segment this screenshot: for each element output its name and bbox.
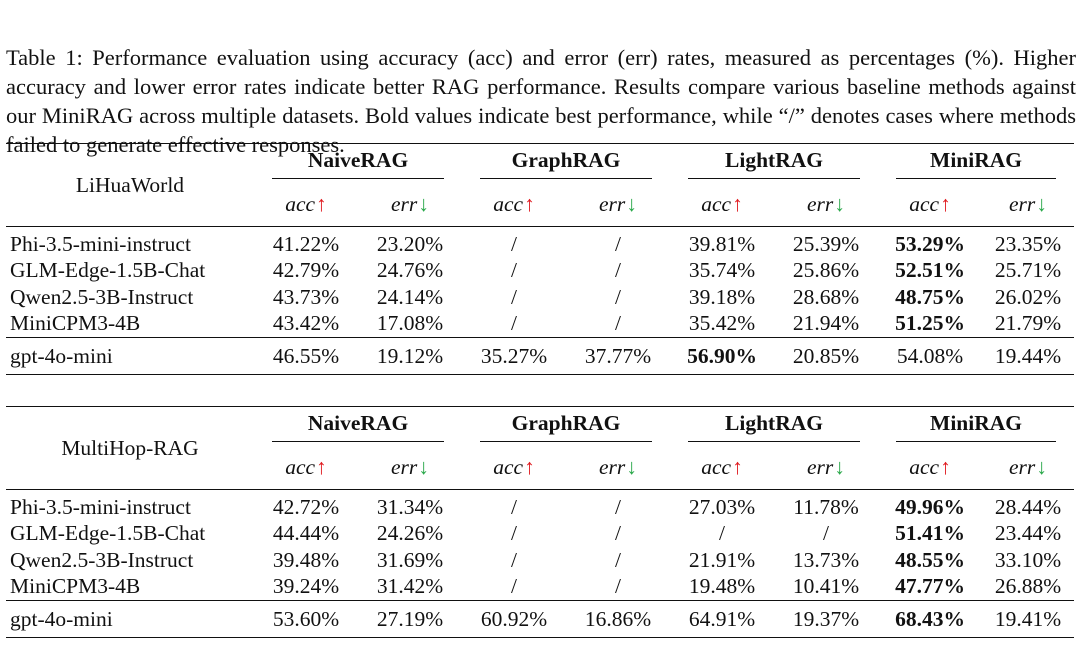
results-table-lihuaworld — [6, 143, 1074, 375]
value-cell: / — [615, 574, 621, 599]
metric-header-acc — [670, 445, 774, 490]
model-name: Qwen2.5-3B-Instruct — [10, 284, 194, 309]
value-cell: 64.91% — [670, 601, 774, 638]
down-arrow-icon: ↓ — [418, 191, 430, 216]
metric-header-acc — [254, 445, 358, 490]
up-arrow-icon: ↑ — [940, 454, 951, 479]
metric-header-acc — [878, 182, 982, 227]
value-cell: 13.73% — [792, 547, 860, 572]
value-cell: 53.60% — [254, 601, 358, 638]
table-row — [6, 338, 1074, 375]
value-cell: 35.74% — [688, 258, 756, 283]
value-cell: / — [511, 574, 517, 599]
value-cell: 23.44% — [994, 521, 1062, 546]
value-cell: 47.77% — [895, 574, 965, 599]
value-cell: 44.44% — [272, 521, 340, 546]
value-cell: 48.55% — [895, 547, 965, 572]
value-cell: 24.14% — [376, 284, 444, 309]
value-cell: 46.55% — [254, 338, 358, 375]
value-cell: / — [566, 227, 670, 258]
model-name: gpt-4o-mini — [6, 601, 254, 638]
dataset-label: MultiHop-RAG — [6, 407, 254, 490]
value-cell: 68.43% — [878, 601, 982, 638]
value-cell: 25.86% — [792, 258, 860, 283]
value-cell: 25.71% — [994, 258, 1062, 283]
value-cell: 60.92% — [462, 601, 566, 638]
header-row-methods — [6, 407, 1074, 446]
value-cell: / — [511, 547, 517, 572]
value-cell: 27.19% — [358, 601, 462, 638]
value-cell: 21.79% — [994, 311, 1062, 336]
value-cell: 31.42% — [376, 574, 444, 599]
metric-header-err — [358, 445, 462, 490]
value-cell: 56.90% — [670, 338, 774, 375]
value-cell: 54.08% — [878, 338, 982, 375]
method-header-graphrag: GraphRAG — [480, 148, 652, 179]
metric-header-acc — [462, 182, 566, 227]
value-cell: 21.91% — [688, 547, 756, 572]
value-cell: 43.73% — [272, 284, 340, 309]
value-cell: 39.18% — [688, 284, 756, 309]
value-cell: 39.81% — [670, 227, 774, 258]
metric-header-acc — [670, 182, 774, 227]
model-name: gpt-4o-mini — [6, 338, 254, 375]
metric-header-acc — [878, 445, 982, 490]
metric-header-err — [774, 445, 878, 490]
metric-label-acc: acc — [909, 454, 940, 479]
model-name: GLM-Edge-1.5B-Chat — [10, 258, 206, 283]
up-arrow-icon: ↑ — [940, 191, 951, 216]
value-cell: / — [615, 521, 621, 546]
value-cell: 39.24% — [272, 574, 340, 599]
value-cell: 23.20% — [358, 227, 462, 258]
header-row-methods — [6, 144, 1074, 183]
metric-label-acc: acc — [493, 454, 524, 479]
value-cell: 35.27% — [462, 338, 566, 375]
model-name: MiniCPM3-4B — [10, 574, 141, 599]
metric-label-acc: acc — [285, 454, 316, 479]
up-arrow-icon: ↑ — [316, 454, 327, 479]
down-arrow-icon: ↓ — [418, 454, 430, 479]
value-cell: 42.79% — [272, 258, 340, 283]
metric-label-acc: acc — [285, 191, 316, 216]
value-cell: / — [615, 547, 621, 572]
metric-label-acc: acc — [493, 191, 524, 216]
method-header-naiverag: NaiveRAG — [272, 148, 444, 179]
table-row — [6, 521, 1074, 548]
value-cell: 49.96% — [878, 490, 982, 521]
value-cell: / — [719, 521, 725, 546]
value-cell: / — [566, 490, 670, 521]
value-cell: 31.34% — [358, 490, 462, 521]
up-arrow-icon: ↑ — [732, 191, 743, 216]
metric-header-err — [982, 182, 1074, 227]
metric-header-acc — [254, 182, 358, 227]
value-cell: 42.72% — [254, 490, 358, 521]
metric-label-acc: acc — [701, 454, 732, 479]
value-cell: 27.03% — [670, 490, 774, 521]
table-row — [6, 574, 1074, 601]
value-cell: 48.75% — [895, 284, 965, 309]
method-header-naiverag: NaiveRAG — [272, 411, 444, 442]
value-cell: 28.44% — [982, 490, 1074, 521]
model-name: Qwen2.5-3B-Instruct — [10, 547, 194, 572]
value-cell: 31.69% — [376, 547, 444, 572]
up-arrow-icon: ↑ — [316, 191, 327, 216]
down-arrow-icon: ↓ — [1036, 191, 1048, 216]
value-cell: 52.51% — [895, 258, 965, 283]
method-header-graphrag: GraphRAG — [480, 411, 652, 442]
down-arrow-icon: ↓ — [626, 191, 638, 216]
metric-header-err — [358, 182, 462, 227]
method-header-lightrag: LightRAG — [688, 148, 860, 179]
model-name: MiniCPM3-4B — [10, 311, 141, 336]
up-arrow-icon: ↑ — [524, 454, 535, 479]
value-cell: / — [823, 521, 829, 546]
dataset-label: LiHuaWorld — [6, 144, 254, 227]
value-cell: / — [511, 258, 517, 283]
value-cell: 35.42% — [688, 311, 756, 336]
value-cell: 21.94% — [792, 311, 860, 336]
down-arrow-icon: ↓ — [834, 454, 846, 479]
model-name: Phi-3.5-mini-instruct — [6, 227, 254, 258]
value-cell: 19.41% — [982, 601, 1074, 638]
value-cell: / — [615, 311, 621, 336]
metric-header-acc — [462, 445, 566, 490]
value-cell: 37.77% — [566, 338, 670, 375]
value-cell: 19.37% — [774, 601, 878, 638]
up-arrow-icon: ↑ — [732, 454, 743, 479]
table-caption: Table 1: Performance evaluation using accuracy (acc) and error (err) rates, measured as percentages (%). Higher accuracy and lower error rates indicate better RAG performance. Results compare various baseline methods against our MiniRAG across multiple datasets. Bold values indicate best performance, while “/” denotes cases where methods failed to generate effective responses. — [6, 44, 1076, 157]
table-row — [6, 258, 1074, 285]
table-row — [6, 601, 1074, 638]
value-cell: 51.41% — [895, 521, 965, 546]
value-cell: 23.35% — [982, 227, 1074, 258]
value-cell: 28.68% — [792, 284, 860, 309]
model-name: Phi-3.5-mini-instruct — [6, 490, 254, 521]
value-cell: 11.78% — [774, 490, 878, 521]
down-arrow-icon: ↓ — [1036, 454, 1048, 479]
value-cell: 17.08% — [376, 311, 444, 336]
table-row — [6, 311, 1074, 338]
value-cell: 51.25% — [895, 311, 965, 336]
value-cell: 19.12% — [358, 338, 462, 375]
metric-header-err — [566, 445, 670, 490]
value-cell: 20.85% — [774, 338, 878, 375]
value-cell: 39.48% — [272, 547, 340, 572]
value-cell: 24.76% — [376, 258, 444, 283]
value-cell: 25.39% — [774, 227, 878, 258]
value-cell: 26.88% — [994, 574, 1062, 599]
down-arrow-icon: ↓ — [626, 454, 638, 479]
table-row — [6, 547, 1074, 574]
value-cell: 43.42% — [272, 311, 340, 336]
method-header-lightrag: LightRAG — [688, 411, 860, 442]
value-cell: / — [511, 311, 517, 336]
metric-label-err: err — [599, 191, 626, 216]
value-cell: 33.10% — [994, 547, 1062, 572]
method-header-minirag: MiniRAG — [896, 411, 1056, 442]
metric-label-err: err — [390, 191, 418, 216]
value-cell: 10.41% — [792, 574, 860, 599]
value-cell: / — [511, 284, 517, 309]
value-cell: 16.86% — [566, 601, 670, 638]
value-cell: 19.48% — [688, 574, 756, 599]
value-cell: 41.22% — [254, 227, 358, 258]
results-table-multihop — [6, 406, 1074, 638]
metric-label-err: err — [1009, 191, 1036, 216]
metric-label-acc: acc — [909, 191, 940, 216]
value-cell: / — [615, 284, 621, 309]
value-cell: 19.44% — [982, 338, 1074, 375]
metric-header-err — [566, 182, 670, 227]
up-arrow-icon: ↑ — [524, 191, 535, 216]
down-arrow-icon: ↓ — [834, 191, 846, 216]
value-cell: 24.26% — [376, 521, 444, 546]
value-cell: / — [511, 521, 517, 546]
value-cell: 53.29% — [878, 227, 982, 258]
metric-header-err — [774, 182, 878, 227]
table-row — [6, 490, 1074, 521]
metric-label-err: err — [1009, 454, 1036, 479]
metric-header-err — [982, 445, 1074, 490]
table-row — [6, 227, 1074, 258]
table-row — [6, 284, 1074, 311]
metric-label-err: err — [390, 454, 418, 479]
metric-label-err: err — [807, 191, 834, 216]
value-cell: / — [462, 227, 566, 258]
model-name: GLM-Edge-1.5B-Chat — [10, 521, 206, 546]
metric-label-err: err — [807, 454, 834, 479]
method-header-minirag: MiniRAG — [896, 148, 1056, 179]
value-cell: / — [462, 490, 566, 521]
value-cell: 26.02% — [994, 284, 1062, 309]
value-cell: / — [615, 258, 621, 283]
metric-label-acc: acc — [701, 191, 732, 216]
metric-label-err: err — [599, 454, 626, 479]
